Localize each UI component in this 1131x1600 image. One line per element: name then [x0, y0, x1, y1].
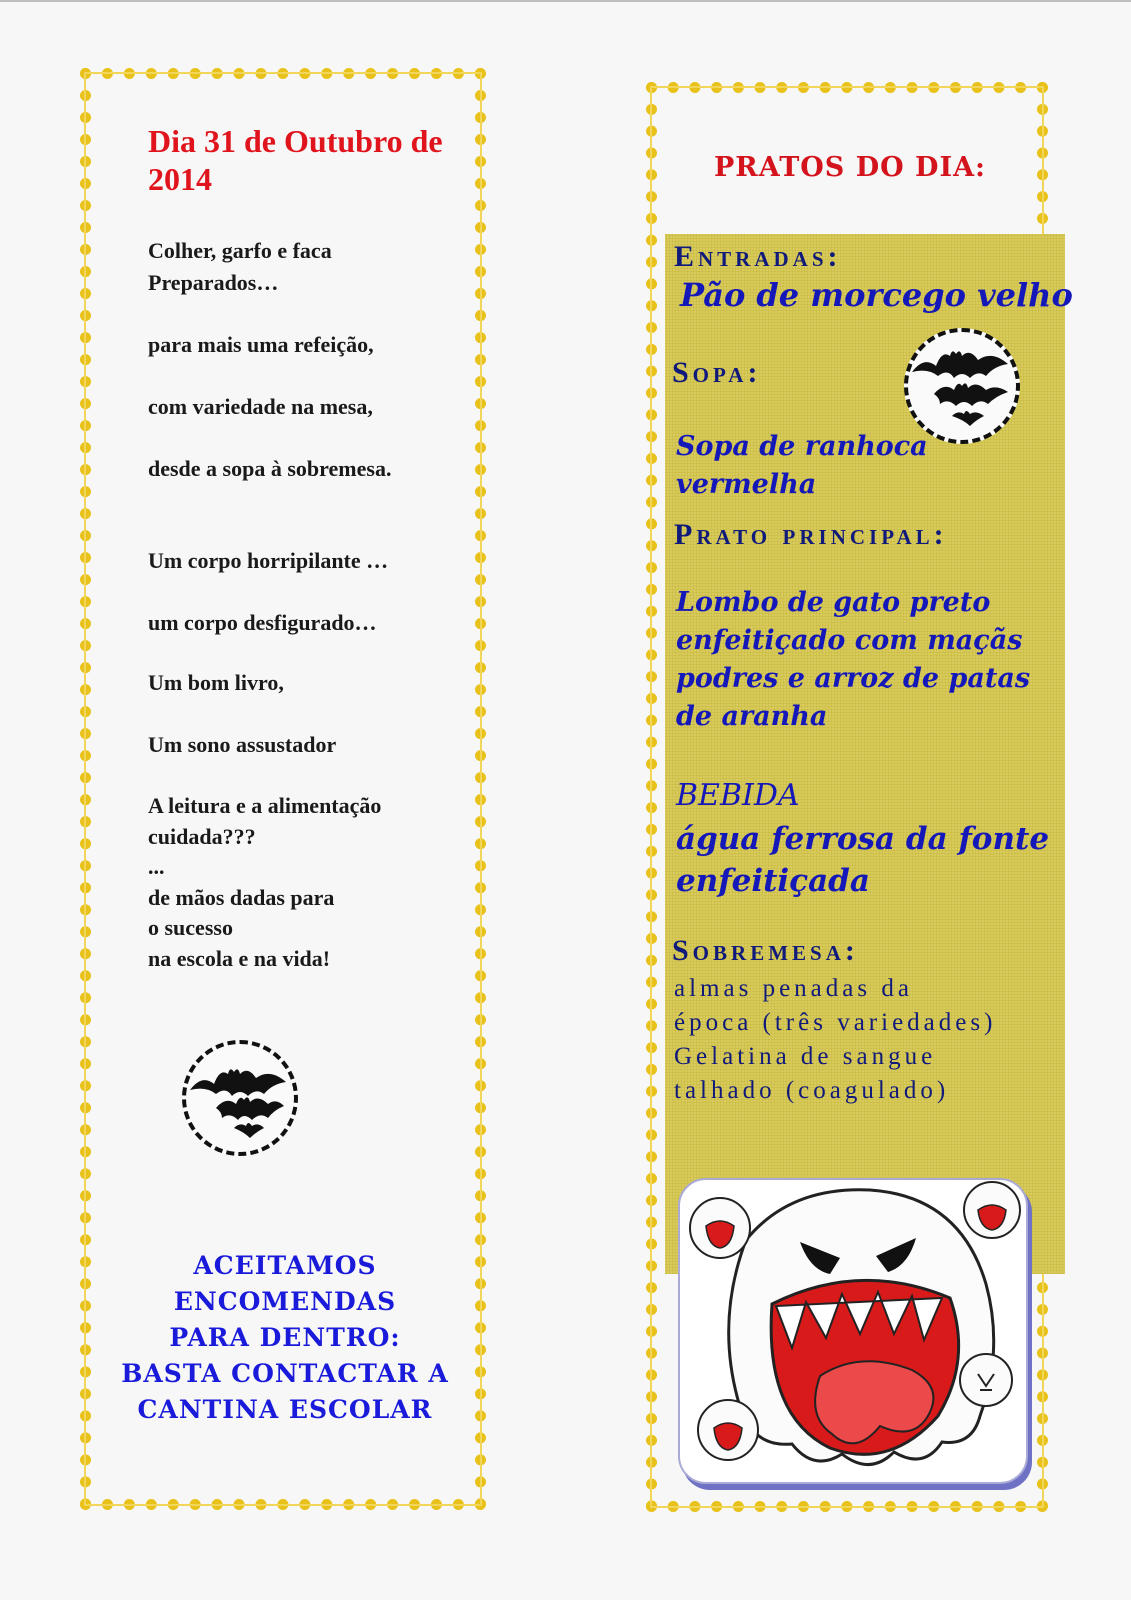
- poem-line: Um sono assustador: [148, 732, 337, 757]
- poem-line: para mais uma refeição,: [148, 332, 374, 357]
- drink-dish-line: enfeitiçada: [676, 863, 870, 899]
- poem-line: ...: [148, 854, 165, 879]
- dessert-list: [674, 972, 996, 1108]
- poem-line: um corpo desfigurado…: [148, 610, 377, 635]
- drink-heading: BEBIDA: [676, 778, 800, 813]
- poem-line: na escola e na vida!: [148, 946, 331, 971]
- poem-line: Um corpo horripilante …: [148, 548, 389, 573]
- menu-title: PRATOS DO DIA:: [713, 152, 987, 183]
- main-dish: [676, 584, 1030, 736]
- order-note-line: ENCOMENDAS: [173, 1287, 397, 1316]
- poem-line: com variedade na mesa,: [148, 394, 373, 419]
- poem-line: A leitura e a alimentação: [148, 793, 382, 818]
- order-note: [120, 1248, 450, 1428]
- page-top-line: [0, 0, 1131, 2]
- poem-line: de mãos dadas para: [148, 885, 335, 910]
- soup-heading: Sopa:: [672, 356, 762, 389]
- ghost-icon: [678, 1178, 1028, 1484]
- starters-dish: Pão de morcego velho: [680, 276, 1073, 314]
- main-dish-line: Lombo de gato preto: [676, 587, 991, 618]
- main-dish-line: podres e arroz de patas: [676, 663, 1031, 694]
- order-note-line: ACEITAMOS: [193, 1251, 377, 1280]
- bats-icon: [904, 328, 1020, 444]
- dessert-heading: Sobremesa:: [672, 934, 859, 967]
- poem-line: cuidada???: [148, 824, 256, 849]
- poem-line: Colher, garfo e faca: [148, 238, 332, 263]
- drink-dish-line: água ferrosa da fonte: [676, 821, 1050, 857]
- soup-dish: [676, 428, 928, 504]
- dessert-line: época (três variedades): [674, 1009, 997, 1036]
- order-note-line: CANTINA ESCOLAR: [137, 1395, 433, 1424]
- poem-line: o sucesso: [148, 915, 233, 940]
- date-title: Dia 31 de Outubro de 2014: [148, 123, 443, 197]
- dessert-line: Gelatina de sangue: [674, 1043, 937, 1070]
- starters-heading: Entradas:: [674, 240, 842, 273]
- main-dish-line: de aranha: [676, 701, 828, 732]
- soup-dish-line: vermelha: [676, 469, 817, 500]
- order-note-line: BASTA CONTACTAR A: [121, 1359, 449, 1388]
- dessert-line: almas penadas da: [674, 975, 913, 1002]
- poem-line: Preparados…: [148, 270, 279, 295]
- poem-line: Um bom livro,: [148, 670, 284, 695]
- poem-line: desde a sopa à sobremesa.: [148, 456, 392, 481]
- drink-dish: [676, 818, 1049, 902]
- soup-dish-line: Sopa de ranhoca: [676, 431, 928, 462]
- order-note-line: PARA DENTRO:: [169, 1323, 401, 1352]
- main-dish-line: enfeitiçado com maçãs: [676, 625, 1023, 656]
- bats-icon: [182, 1040, 298, 1156]
- dessert-line: talhado (coagulado): [674, 1077, 950, 1104]
- main-heading: Prato principal:: [674, 518, 948, 551]
